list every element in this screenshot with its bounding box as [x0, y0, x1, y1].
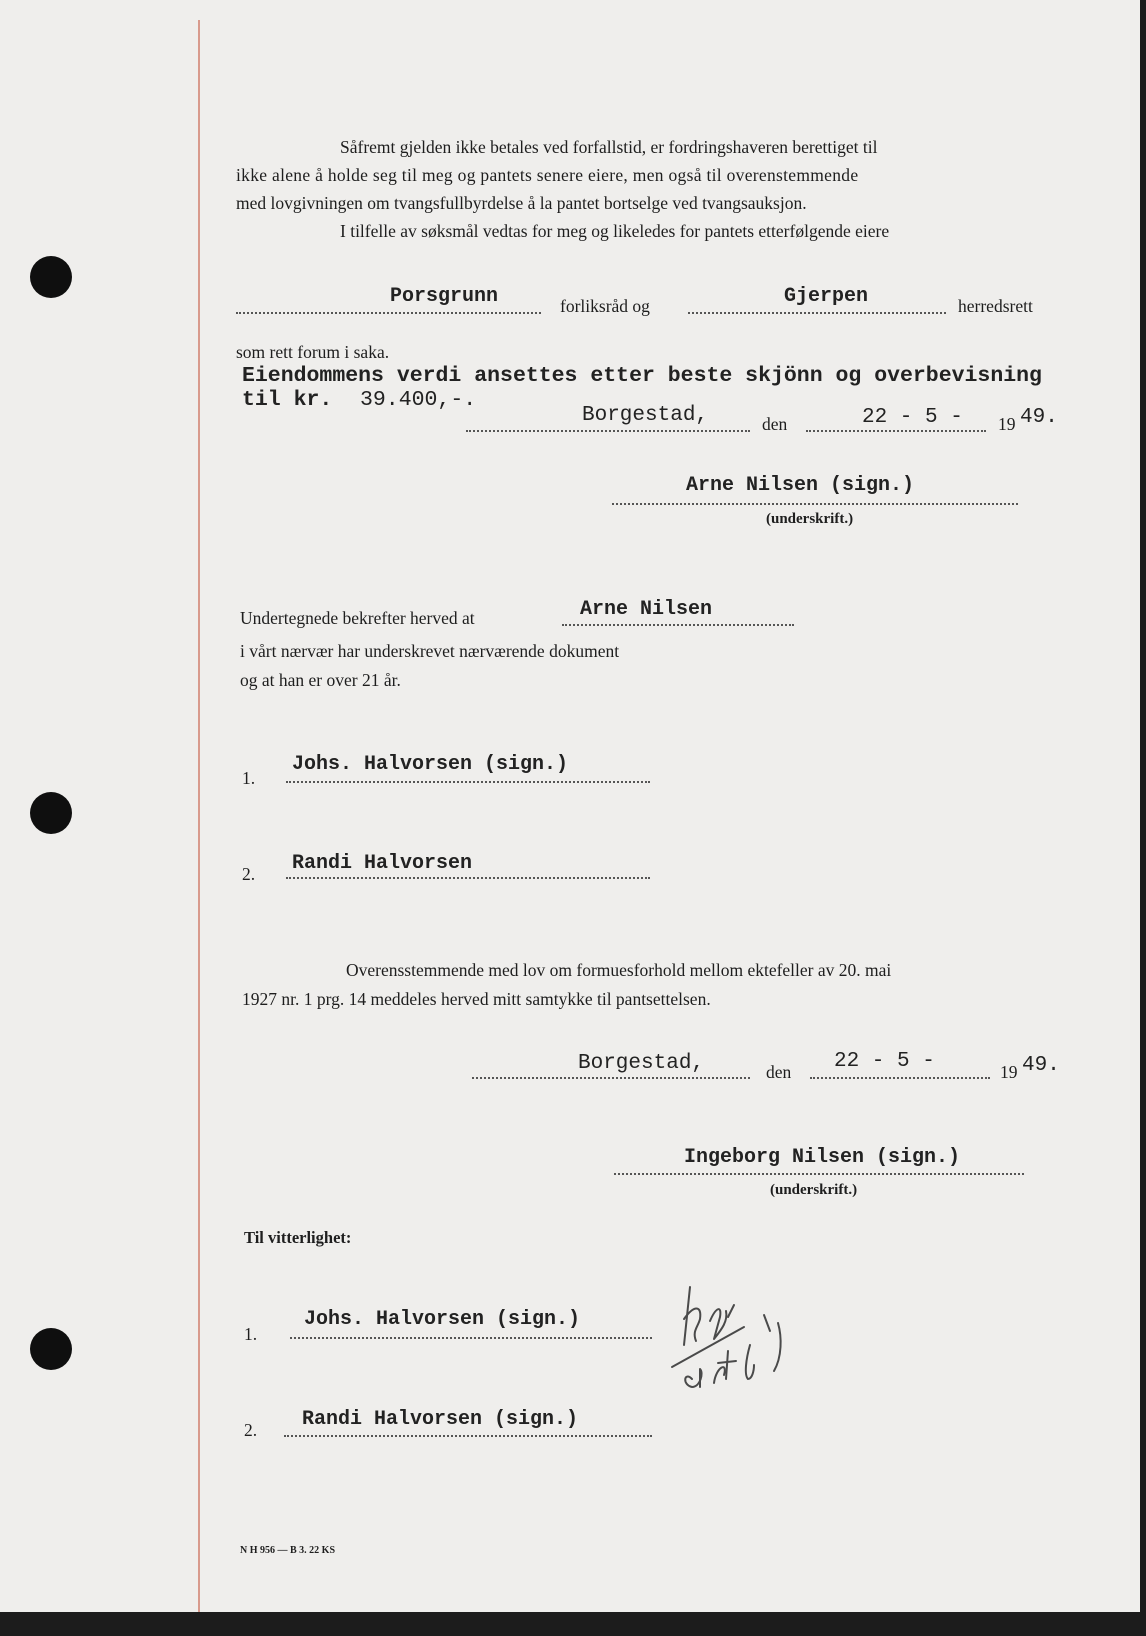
date1-place: Borgestad, — [582, 404, 709, 427]
form-code: N H 956 — B 3. 22 KS — [240, 1545, 336, 1556]
consent-line-2: 1927 nr. 1 prg. 14 meddeles herved mitt samtykke til pantsettelsen. — [242, 989, 711, 1009]
signature-line — [614, 1173, 1024, 1175]
valuation-line-1: Eiendommens verdi ansettes etter beste skjönn og overbevisning — [242, 364, 1042, 388]
witness-number: 2. — [244, 1420, 258, 1440]
witness-number: 1. — [244, 1324, 258, 1344]
consent-line-1: Overensstemmende med lov om formuesforhold mellom ektefeller av 20. mai — [346, 960, 892, 980]
clause-line-4: I tilfelle av søksmål vedtas for meg og likeledes for pantets etterfølgende eiere — [340, 221, 890, 241]
dotted-leader — [236, 312, 541, 314]
punch-hole — [30, 792, 72, 834]
dotted-leader — [466, 430, 750, 432]
date1-den: den — [762, 414, 788, 434]
witness-statement-line-3: og at han er over 21 år. — [240, 670, 401, 690]
date1-year-prefix: 19 — [998, 414, 1016, 434]
vitterlighet-label: Til vitterlighet: — [244, 1228, 352, 1247]
witness-statement-name: Arne Nilsen — [580, 598, 713, 621]
dotted-leader — [806, 430, 986, 432]
date2-place: Borgestad, — [578, 1052, 705, 1075]
clause-line-1: Såfremt gjelden ikke betales ved forfallstid, er fordringshaveren berettiget til — [340, 137, 878, 157]
punch-hole — [30, 256, 72, 298]
clause-line-2: ikke alene å holde seg til meg og pantets senere eiere, men også til overenstemmende — [236, 165, 859, 185]
witness-name: Johs. Halvorsen (sign.) — [304, 1308, 581, 1331]
forliksrad-place: Porsgrunn — [390, 285, 499, 308]
clause-line-3: med lovgivningen om tvangsfullbyrdelse å la pantet bortselge ved tvangsauksjon. — [236, 193, 807, 213]
dotted-leader — [688, 312, 946, 314]
witness-number: 1. — [242, 768, 256, 788]
herredsrett-place: Gjerpen — [784, 285, 869, 308]
red-margin-line — [198, 20, 200, 1612]
date2-year-suffix: 49. — [1022, 1054, 1060, 1077]
signature-line — [286, 781, 650, 783]
witness-number: 2. — [242, 864, 256, 884]
date2-day-month: 22 - 5 - — [834, 1050, 935, 1073]
signature-line — [290, 1337, 652, 1339]
signature-line — [612, 503, 1018, 505]
forum-text: som rett forum i saka. — [236, 342, 390, 362]
date1-year-suffix: 49. — [1020, 406, 1058, 429]
signature-line — [286, 877, 650, 879]
witness-statement-prefix: Undertegnede bekrefter herved at — [240, 608, 475, 628]
valuation-amount: 39.400,-. — [360, 388, 477, 412]
witness-statement-line-2: i vårt nærvær har underskrevet nærværende dokument — [240, 641, 620, 661]
signature1-caption: (underskrift.) — [766, 511, 854, 527]
dotted-leader — [562, 624, 794, 626]
dotted-leader — [810, 1077, 990, 1079]
herredsrett-label: herredsrett — [958, 296, 1033, 316]
date2-den: den — [766, 1062, 792, 1082]
dotted-leader — [472, 1077, 750, 1079]
forliksrad-label: forliksråd og — [560, 296, 650, 316]
witness-name: Johs. Halvorsen (sign.) — [292, 753, 569, 776]
punch-hole — [30, 1328, 72, 1370]
signature2-caption: (underskrift.) — [770, 1182, 858, 1198]
witness-name: Randi Halvorsen (sign.) — [302, 1408, 579, 1431]
handwritten-initials — [670, 1275, 830, 1405]
witness-name: Randi Halvorsen — [292, 852, 473, 875]
signature2-name: Ingeborg Nilsen (sign.) — [684, 1146, 961, 1169]
signature1-name: Arne Nilsen (sign.) — [686, 474, 915, 497]
date1-day-month: 22 - 5 - — [862, 406, 963, 429]
date2-year-prefix: 19 — [1000, 1062, 1018, 1082]
valuation-prefix: til kr. — [242, 388, 333, 412]
signature-line — [284, 1435, 652, 1437]
